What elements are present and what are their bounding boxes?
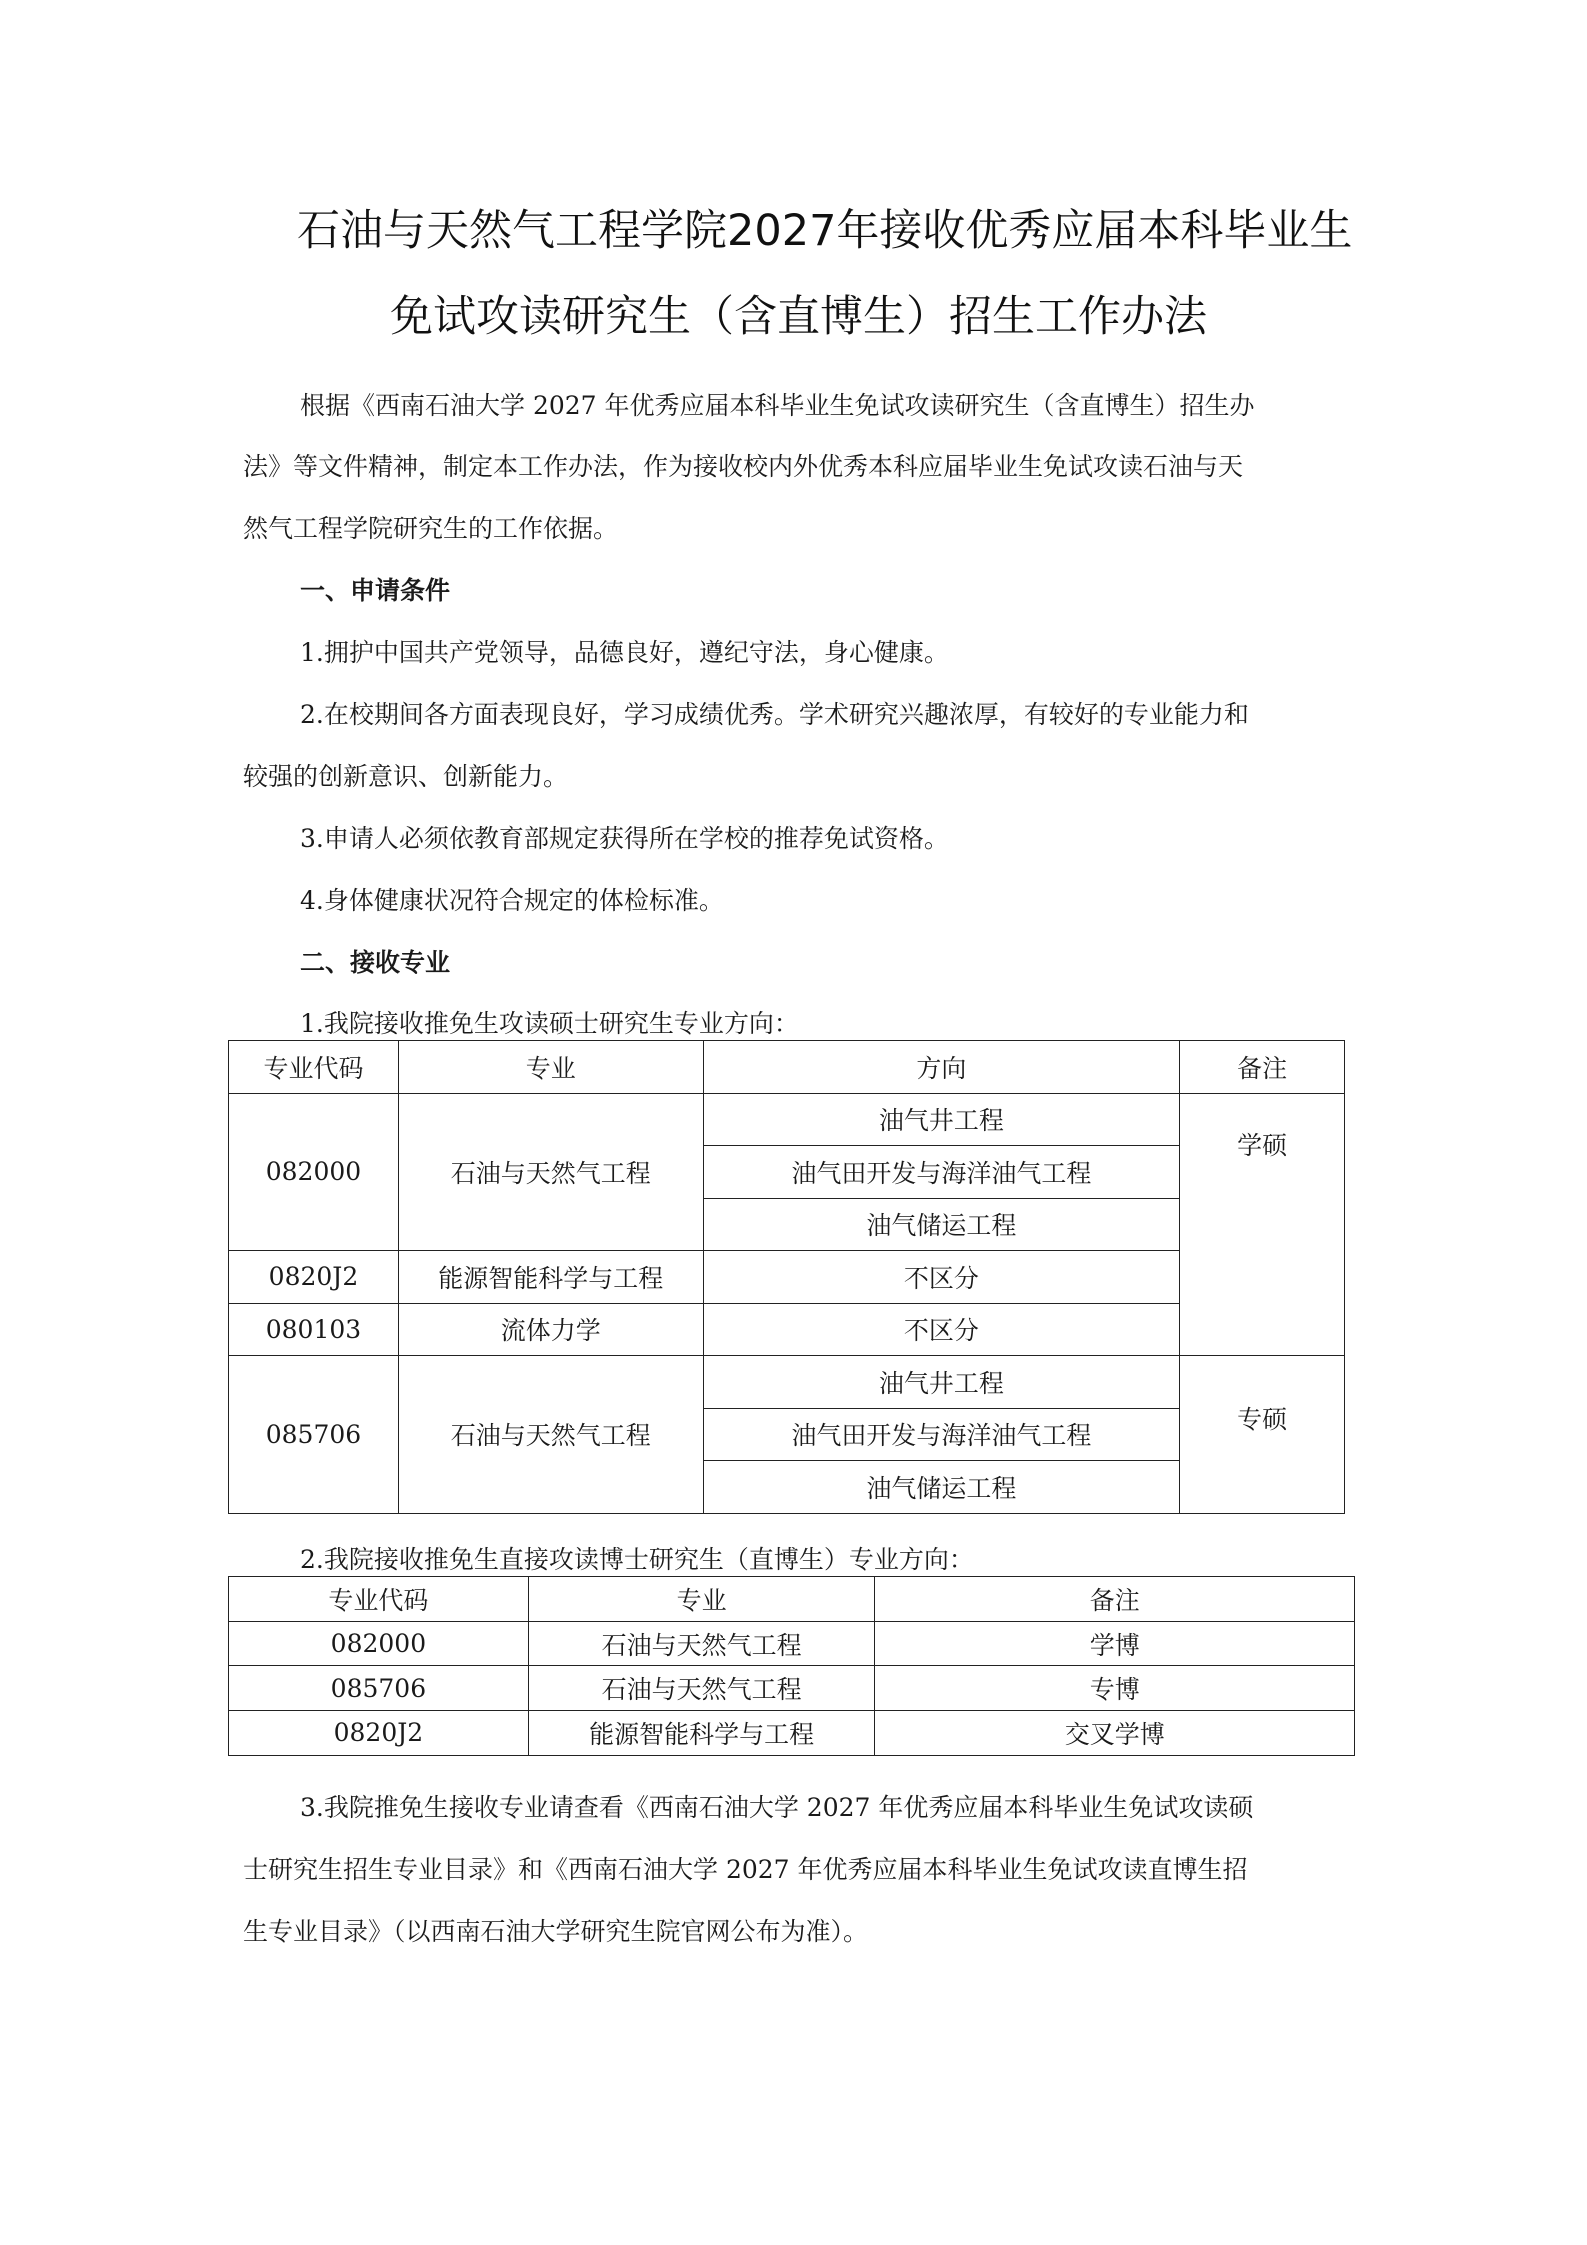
master-majors-table — [228, 1040, 1345, 1514]
table-header-row — [229, 1577, 1355, 1622]
majors-item-3-line-3: 生专业目录》（以西南石油大学研究生院官网公布为准）。 — [243, 1917, 869, 1946]
header-cell-major: 专业 — [398, 1041, 703, 1094]
table-cell-direction: 油气田开发与海洋油气工程 — [703, 1408, 1180, 1461]
table-cell-code: 0820J2 — [229, 1711, 529, 1756]
majors-item-2: 2.我院接收推免生直接攻读博士研究生（直博生）专业方向： — [300, 1545, 974, 1574]
condition-item-1: 1.拥护中国共产党领导，品德良好，遵纪守法，身心健康。 — [300, 638, 949, 667]
condition-item-4: 4.身体健康状况符合规定的体检标准。 — [300, 886, 724, 915]
table-cell-direction: 油气田开发与海洋油气工程 — [703, 1146, 1180, 1199]
table-row — [229, 1251, 1345, 1304]
table-row — [229, 1666, 1355, 1711]
table-cell-direction: 不区分 — [703, 1303, 1180, 1356]
table-cell-major: 能源智能科学与工程 — [398, 1251, 703, 1304]
table-row — [229, 1303, 1345, 1356]
table-cell-code: 082000 — [229, 1093, 399, 1251]
section-heading-conditions: 一、申请条件 — [300, 576, 451, 605]
header-cell-note: 备注 — [1180, 1041, 1345, 1094]
header-cell-major: 专业 — [528, 1577, 875, 1622]
table-cell-direction: 不区分 — [703, 1251, 1180, 1304]
condition-item-3: 3.申请人必须依教育部规定获得所在学校的推荐免试资格。 — [300, 824, 949, 853]
table-cell-major: 石油与天然气工程 — [528, 1666, 875, 1711]
table-cell-code: 085706 — [229, 1356, 399, 1514]
table-row — [229, 1356, 1345, 1409]
note-academic-master: 学硕 — [1237, 1131, 1288, 1161]
table-row — [229, 1621, 1355, 1666]
intro-line-1: 根据《西南石油大学 2027 年优秀应届本科毕业生免试攻读研究生（含直博生）招生办 — [300, 391, 1255, 420]
majors-item-3-line-2: 士研究生招生专业目录》和《西南石油大学 2027 年优秀应届本科毕业生免试攻读直博生招 — [243, 1855, 1248, 1884]
document-title-line-2: 免试攻读研究生（含直博生）招生工作办法 — [390, 292, 1207, 342]
table-cell-major: 石油与天然气工程 — [398, 1093, 703, 1251]
table-cell-note: 学博 — [875, 1621, 1355, 1666]
table-cell-note: 专博 — [875, 1666, 1355, 1711]
table-header-row — [229, 1041, 1345, 1094]
table-cell-note: 交叉学博 — [875, 1711, 1355, 1756]
table-cell-note — [1180, 1093, 1345, 1356]
header-cell-code: 专业代码 — [229, 1577, 529, 1622]
table-cell-major: 石油与天然气工程 — [528, 1621, 875, 1666]
table-cell-code: 085706 — [229, 1666, 529, 1711]
header-cell-direction: 方向 — [703, 1041, 1180, 1094]
header-cell-note: 备注 — [875, 1577, 1355, 1622]
note-professional-master: 专硕 — [1237, 1405, 1288, 1435]
majors-item-1: 1.我院接收推免生攻读硕士研究生专业方向： — [300, 1009, 799, 1038]
table-cell-major: 石油与天然气工程 — [398, 1356, 703, 1514]
table-cell-code: 082000 — [229, 1621, 529, 1666]
table-row — [229, 1711, 1355, 1756]
table-row — [229, 1093, 1345, 1146]
table-cell-code: 080103 — [229, 1303, 399, 1356]
table-cell-code: 0820J2 — [229, 1251, 399, 1304]
table-cell-direction: 油气储运工程 — [703, 1198, 1180, 1251]
condition-item-2-line-2: 较强的创新意识、创新能力。 — [243, 762, 569, 791]
header-cell-code: 专业代码 — [229, 1041, 399, 1094]
table-cell-note — [1180, 1356, 1345, 1514]
table-cell-major: 能源智能科学与工程 — [528, 1711, 875, 1756]
doctoral-majors-table — [228, 1576, 1355, 1756]
intro-line-2: 法》等文件精神，制定本工作办法，作为接收校内外优秀本科应届毕业生免试攻读石油与天 — [243, 452, 1244, 481]
table-cell-direction: 油气储运工程 — [703, 1461, 1180, 1514]
table-cell-direction: 油气井工程 — [703, 1356, 1180, 1409]
section-heading-majors: 二、接收专业 — [300, 948, 451, 977]
condition-item-2-line-1: 2.在校期间各方面表现良好，学习成绩优秀。学术研究兴趣浓厚，有较好的专业能力和 — [300, 700, 1249, 729]
table-cell-direction: 油气井工程 — [703, 1093, 1180, 1146]
intro-line-3: 然气工程学院研究生的工作依据。 — [243, 514, 619, 543]
majors-item-3-line-1: 3.我院推免生接收专业请查看《西南石油大学 2027 年优秀应届本科毕业生免试攻读硕 — [300, 1793, 1254, 1822]
document-title-line-1: 石油与天然气工程学院2027年接收优秀应届本科毕业生 — [297, 206, 1353, 256]
table-cell-major: 流体力学 — [398, 1303, 703, 1356]
